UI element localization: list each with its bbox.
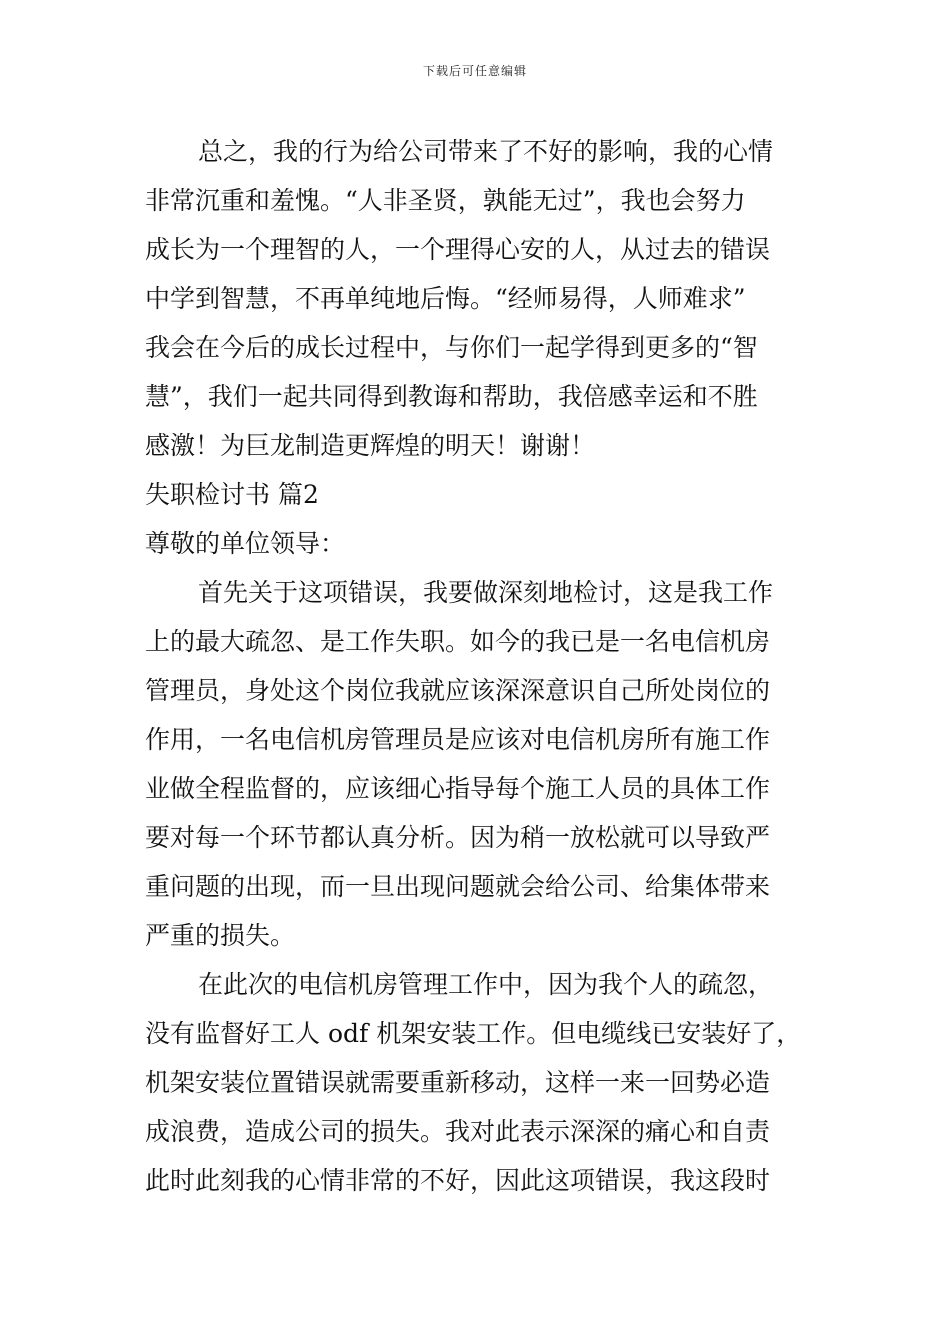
text-line: 在此次的电信机房管理工作中，因为我个人的疏忽， bbox=[198, 970, 774, 999]
text-line: 严重的损失。 bbox=[145, 921, 296, 950]
text-line: 业做全程监督的，应该细心指导每个施工人员的具体工作 bbox=[145, 774, 771, 803]
section-heading: 失职检讨书 篇2 bbox=[145, 480, 319, 509]
page-header: 下载后可任意编辑 bbox=[422, 64, 527, 78]
text-line: 成浪费，造成公司的损失。我对此表示深深的痛心和自责 bbox=[145, 1117, 771, 1146]
text-line: 此时此刻我的心情非常的不好，因此这项错误，我这段时 bbox=[145, 1166, 771, 1195]
text-line: 作用，一名电信机房管理员是应该对电信机房所有施工作 bbox=[145, 725, 771, 754]
text-line: 机架安装位置错误就需要重新移动，这样一来一回势必造 bbox=[145, 1068, 771, 1097]
text-line: 没有监督好工人 odf 机架安装工作。但电缆线已安装好了， bbox=[145, 1019, 802, 1048]
text-line: 重问题的出现，而一旦出现问题就会给公司、给集体带来 bbox=[145, 872, 771, 901]
text-line: 中学到智慧，不再单纯地后悔。“经师易得，人师难求” bbox=[145, 284, 746, 313]
salutation: 尊敬的单位领导： bbox=[145, 529, 346, 558]
text-line: 上的最大疏忽、是工作失职。如今的我已是一名电信机房 bbox=[145, 627, 771, 656]
text-line: 总之，我的行为给公司带来了不好的影响，我的心情 bbox=[198, 137, 774, 166]
text-line: 感激！为巨龙制造更辉煌的明天！谢谢！ bbox=[145, 431, 596, 460]
text-line: 我会在今后的成长过程中，与你们一起学得到更多的“智 bbox=[145, 333, 758, 362]
text-line: 要对每一个环节都认真分析。因为稍一放松就可以导致严 bbox=[145, 823, 771, 852]
text-line: 非常沉重和羞愧。“人非圣贤，孰能无过”，我也会努力 bbox=[145, 186, 746, 215]
document-body bbox=[145, 127, 810, 1205]
text-line: 首先关于这项错误，我要做深刻地检讨，这是我工作 bbox=[198, 578, 774, 607]
text-line: 管理员，身处这个岗位我就应该深深意识自己所处岗位的 bbox=[145, 676, 771, 705]
text-line: 成长为一个理智的人，一个理得心安的人，从过去的错误 bbox=[145, 235, 771, 264]
text-line: 慧”，我们一起共同得到教诲和帮助，我倍感幸运和不胜 bbox=[145, 382, 758, 411]
